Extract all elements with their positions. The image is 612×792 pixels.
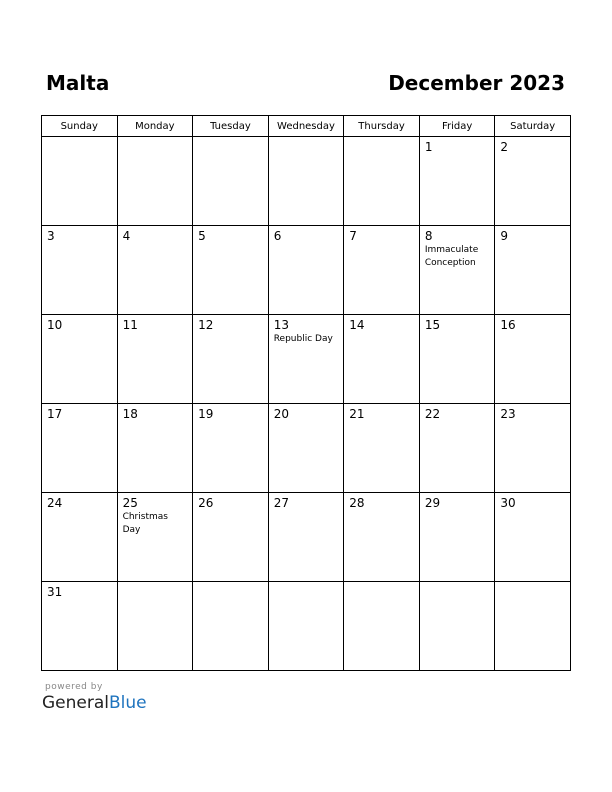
- day-number: 18: [122, 407, 138, 421]
- day-cell: [344, 137, 420, 226]
- day-number: 23: [500, 407, 516, 421]
- weekday-thursday: Thursday: [344, 116, 420, 137]
- day-cell: [268, 226, 344, 315]
- day-cell: [344, 226, 420, 315]
- day-number: 21: [349, 407, 365, 421]
- day-cell: [419, 493, 495, 582]
- day-number: 10: [47, 318, 63, 332]
- day-number: 16: [500, 318, 516, 332]
- day-number: 5: [198, 229, 206, 243]
- day-cell: [268, 137, 344, 226]
- month-title: December 2023: [388, 71, 565, 95]
- holiday-label: Immaculate Conception: [424, 245, 479, 268]
- day-cell: [42, 226, 118, 315]
- day-number: 4: [122, 229, 131, 243]
- day-cell: [117, 315, 193, 404]
- holiday-label: Republic Day: [273, 334, 333, 344]
- day-cell: [268, 404, 344, 493]
- day-number: 24: [47, 496, 63, 510]
- week-row: [42, 404, 571, 493]
- week-row: [42, 493, 571, 582]
- day-number: 25: [122, 496, 138, 510]
- day-cell: [495, 493, 571, 582]
- day-cell: [42, 404, 118, 493]
- day-cell: [495, 315, 571, 404]
- day-number: 1: [424, 140, 433, 154]
- day-number: 28: [349, 496, 365, 510]
- day-cell: [268, 315, 344, 404]
- day-cell: [42, 493, 118, 582]
- day-cell: [42, 582, 118, 671]
- day-number: 7: [349, 229, 357, 243]
- day-cell: [495, 226, 571, 315]
- day-number: 26: [198, 496, 214, 510]
- calendar-grid: [41, 115, 571, 671]
- day-number: 31: [47, 585, 63, 599]
- day-cell: [495, 404, 571, 493]
- day-number: 14: [349, 318, 365, 332]
- weekday-friday: Friday: [419, 116, 495, 137]
- day-cell: [117, 226, 193, 315]
- brand-logo: [42, 693, 147, 713]
- day-cell: [117, 137, 193, 226]
- day-cell: [193, 404, 269, 493]
- day-cell: [117, 493, 193, 582]
- day-cell: [117, 404, 193, 493]
- day-cell: [419, 315, 495, 404]
- day-cell: [419, 137, 495, 226]
- day-cell: [268, 582, 344, 671]
- day-number: 19: [198, 407, 214, 421]
- day-number: 22: [424, 407, 441, 421]
- weekday-saturday: Saturday: [495, 116, 571, 137]
- brand-blue: Blue: [109, 693, 147, 713]
- week-row: [42, 137, 571, 226]
- day-number: 8: [424, 229, 433, 243]
- day-cell: [193, 315, 269, 404]
- day-cell: [419, 582, 495, 671]
- day-cell: [344, 493, 420, 582]
- brand-general: General: [42, 693, 109, 713]
- day-cell: [344, 315, 420, 404]
- day-cell: [193, 582, 269, 671]
- holiday-label: Christmas Day: [122, 512, 168, 535]
- day-cell: [344, 582, 420, 671]
- day-number: 13: [273, 318, 289, 332]
- day-cell: [344, 404, 420, 493]
- weekday-monday: Monday: [117, 116, 193, 137]
- day-cell: [193, 493, 269, 582]
- day-number: 30: [500, 496, 516, 510]
- day-cell: [193, 137, 269, 226]
- day-number: 6: [273, 229, 282, 243]
- day-cell: [495, 137, 571, 226]
- day-cell: [42, 137, 118, 226]
- day-cell: [495, 582, 571, 671]
- week-row: [42, 226, 571, 315]
- day-number: 27: [273, 496, 289, 510]
- day-cell: [117, 582, 193, 671]
- day-cell: [42, 315, 118, 404]
- day-number: 3: [47, 229, 55, 243]
- day-number: 12: [198, 318, 214, 332]
- weekday-sunday: Sunday: [42, 116, 118, 137]
- day-cell: [419, 404, 495, 493]
- weekday-header-row: [42, 116, 571, 137]
- day-cell: [193, 226, 269, 315]
- day-number: 2: [500, 140, 509, 154]
- day-number: 29: [424, 496, 441, 510]
- day-number: 17: [47, 407, 63, 421]
- day-cell: [419, 226, 495, 315]
- day-number: 20: [273, 407, 289, 421]
- day-number: 9: [500, 229, 509, 243]
- day-number: 11: [122, 318, 138, 332]
- week-row: [42, 582, 571, 671]
- weekday-wednesday: Wednesday: [268, 116, 344, 137]
- weekday-tuesday: Tuesday: [193, 116, 269, 137]
- day-number: 15: [424, 318, 441, 332]
- country-title: Malta: [46, 71, 110, 95]
- week-row: [42, 315, 571, 404]
- day-cell: [268, 493, 344, 582]
- powered-by-label: powered by: [45, 682, 103, 692]
